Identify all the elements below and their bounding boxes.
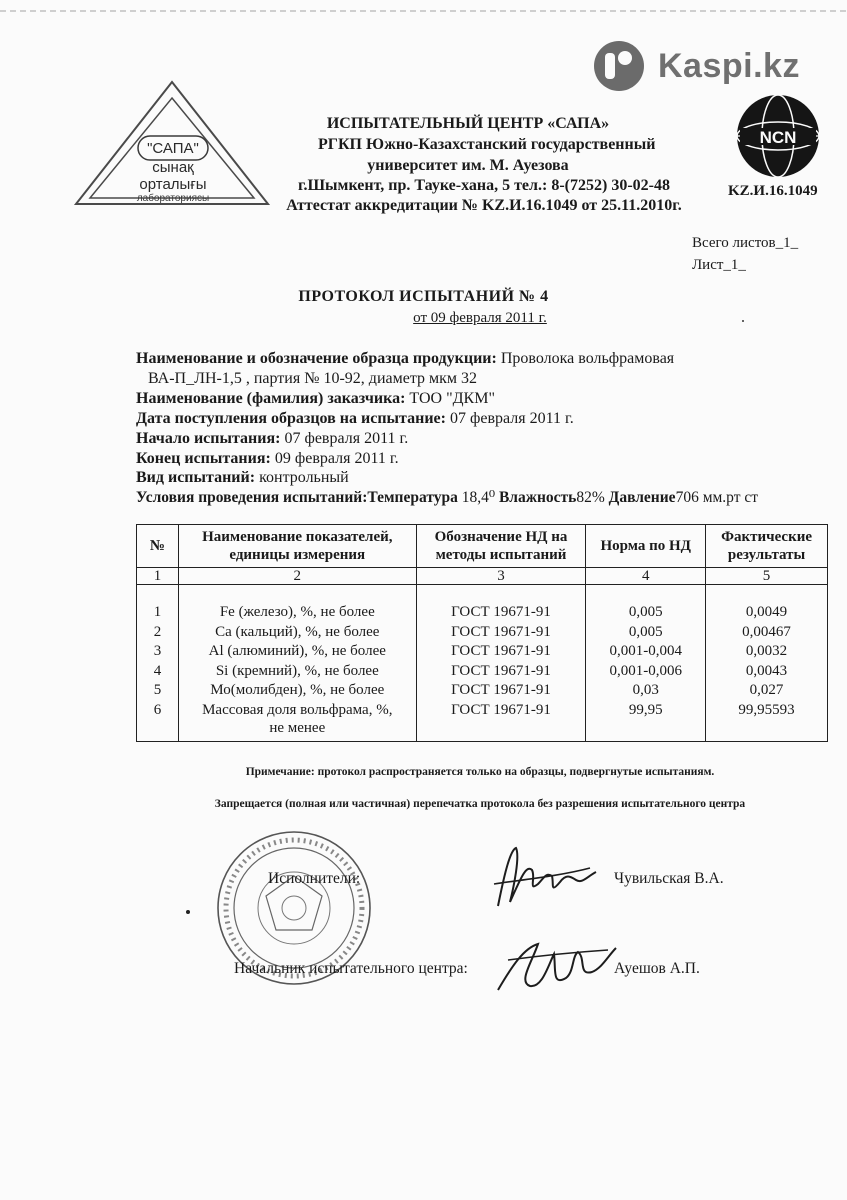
- column-number: 2: [178, 568, 416, 585]
- field-test-end: [136, 449, 399, 469]
- stamp-line-1: "САПА": [147, 140, 199, 157]
- field-product: [136, 349, 674, 369]
- row-number: 6: [153, 701, 162, 718]
- field-label: Дата поступления образцов на испытание:: [136, 410, 450, 427]
- field-value: ВА-П_ЛН-1,5 , партия № 10-92, диаметр мкм 32: [148, 370, 478, 387]
- row-number: 5: [153, 682, 162, 698]
- results-table: [136, 524, 828, 742]
- kaspi-logo-icon: [594, 41, 644, 91]
- executor-name: Чувильская В.А.: [614, 870, 724, 887]
- table-body-row: [137, 585, 828, 742]
- speck: [742, 320, 744, 322]
- result: 99,95593: [738, 701, 795, 718]
- indicator-name: Fe (железо), %, не более: [219, 604, 375, 620]
- indicator-name: Массовая доля вольфрама, %,: [202, 701, 393, 718]
- column-number: 3: [416, 568, 586, 585]
- norm: 0,001-0,004: [609, 643, 682, 659]
- column-header: Фактические результаты: [706, 525, 828, 568]
- norm: 0,005: [628, 604, 663, 620]
- methods-cell: [416, 585, 586, 742]
- sheet-counter: [692, 232, 798, 276]
- row-number: 4: [153, 662, 162, 679]
- field-test-type: [136, 468, 349, 488]
- field-value: Проволока вольфрамовая: [500, 350, 675, 367]
- result: 0,0032: [745, 643, 788, 659]
- column-header: Обозначение НД на методы испытаний: [416, 525, 586, 568]
- field-product-cont: [148, 369, 477, 389]
- header-line-5: Аттестат аккредитации № KZ.И.16.1049 от 25.11.2010г.: [286, 197, 682, 214]
- method: ГОСТ 19671-91: [451, 604, 551, 620]
- column-number-row: [137, 568, 828, 585]
- indicator-names-cell: [178, 585, 416, 742]
- stamp-line-3: орталығы: [139, 176, 207, 193]
- row-number: 1: [153, 604, 162, 620]
- results-cell: [706, 585, 828, 742]
- pressure-label: Давление: [608, 489, 676, 506]
- field-label: Вид испытаний:: [136, 469, 260, 486]
- accreditation-code: KZ.И.16.1049: [728, 183, 818, 199]
- result: 0,00467: [742, 623, 791, 640]
- temperature-label: Температура: [367, 489, 462, 506]
- field-label: Наименование и обозначение образца продукции:: [136, 350, 501, 367]
- pressure-value: 706 мм.рт ст: [675, 489, 759, 506]
- indicator-name: Al (алюминий), %, не более: [208, 643, 386, 659]
- field-label: Наименование (фамилия) заказчика:: [136, 390, 410, 407]
- field-value: 07 февраля 2011 г.: [284, 430, 409, 447]
- indicator-name: Si (кремний), %, не более: [215, 662, 379, 679]
- prohibition-note: Запрещается (полная или частичная) перепечатка протокола без разрешения испытательного центра: [214, 798, 746, 810]
- method: ГОСТ 19671-91: [451, 682, 551, 698]
- temperature-value: 18,4⁰: [461, 489, 499, 506]
- indicator-name: Са (кальций), %, не более: [215, 623, 380, 640]
- indicator-name: Мо(молибден), %, не более: [210, 682, 385, 698]
- scan-edge: [0, 10, 847, 12]
- indicator-name-cont: не менее: [269, 720, 326, 736]
- norms-cell: [586, 585, 706, 742]
- ncn-logo-text: NCN: [759, 128, 797, 147]
- method: ГОСТ 19671-91: [451, 643, 551, 659]
- result: 0,0043: [745, 662, 788, 679]
- result: 0,0049: [745, 604, 788, 620]
- stamp-line-2: сынақ: [152, 159, 194, 176]
- humidity-label: Влажность: [498, 489, 577, 506]
- humidity-value: 82%: [576, 489, 609, 506]
- column-header: Наименование показателей, единицы измерения: [178, 525, 416, 568]
- total-sheets: Всего листов_1_: [692, 235, 799, 251]
- header-line-2: РГКП Южно-Казахстанский государственный: [318, 136, 656, 153]
- executor-signature: [480, 836, 630, 916]
- method: ГОСТ 19671-91: [451, 623, 551, 640]
- method: ГОСТ 19671-91: [451, 662, 551, 679]
- column-header: Норма по НД: [586, 525, 706, 568]
- field-customer: [136, 389, 495, 409]
- speck: [186, 910, 190, 914]
- field-receipt-date: [136, 409, 574, 429]
- current-sheet: Лист_1_: [692, 257, 746, 273]
- head-signature: [478, 926, 628, 1006]
- protocol-title: ПРОТОКОЛ ИСПЫТАНИЙ № 4: [298, 288, 549, 305]
- row-number: 2: [153, 623, 162, 640]
- column-number: 1: [137, 568, 179, 585]
- conditions-label: Условия проведения испытаний:: [136, 489, 368, 506]
- column-header: №: [137, 525, 179, 568]
- header-line-4: г.Шымкент, пр. Тауке-хана, 5 тел.: 8-(7252) 30-02-48: [298, 177, 670, 194]
- executors-label: Исполнители:: [268, 870, 361, 887]
- header-line-3: университет им. М. Ауезова: [367, 157, 569, 174]
- protocol-date: от 09 февраля 2011 г.: [413, 310, 547, 326]
- kaspi-brand-text: Kaspi.kz: [658, 46, 800, 85]
- norm: 99,95: [628, 701, 663, 718]
- result: 0,027: [749, 682, 784, 698]
- field-label: Конец испытания:: [136, 450, 275, 467]
- row-numbers-cell: [137, 585, 179, 742]
- header-line-1: ИСПЫТАТЕЛЬНЫЙ ЦЕНТР «САПА»: [326, 115, 610, 132]
- norm: 0,03: [632, 682, 659, 698]
- method: ГОСТ 19671-91: [451, 701, 551, 718]
- field-test-start: [136, 429, 408, 449]
- field-value: 09 февраля 2011 г.: [274, 450, 399, 467]
- lab-stamp-triangle: [72, 78, 272, 208]
- remark-note: Примечание: протокол распространяется только на образцы, подвергнутые испытаниям.: [245, 766, 715, 778]
- column-number: 4: [586, 568, 706, 585]
- column-number: 5: [706, 568, 828, 585]
- field-label: Начало испытания:: [136, 430, 285, 447]
- head-name: Ауешов А.П.: [614, 960, 700, 977]
- field-value: ТОО "ДКМ": [409, 390, 495, 407]
- norm: 0,001-0,006: [609, 662, 682, 679]
- kaspi-watermark: [594, 40, 800, 92]
- table-header-row: [137, 525, 828, 568]
- ncn-globe-logo: [732, 92, 824, 180]
- field-value: 07 февраля 2011 г.: [449, 410, 574, 427]
- head-label: Начальник испытательного центра:: [234, 960, 468, 977]
- field-value: контрольный: [259, 469, 349, 486]
- field-conditions: [136, 488, 758, 508]
- stamp-line-4: лабораториясы: [136, 193, 210, 204]
- norm: 0,005: [628, 623, 663, 640]
- row-number: 3: [153, 643, 162, 659]
